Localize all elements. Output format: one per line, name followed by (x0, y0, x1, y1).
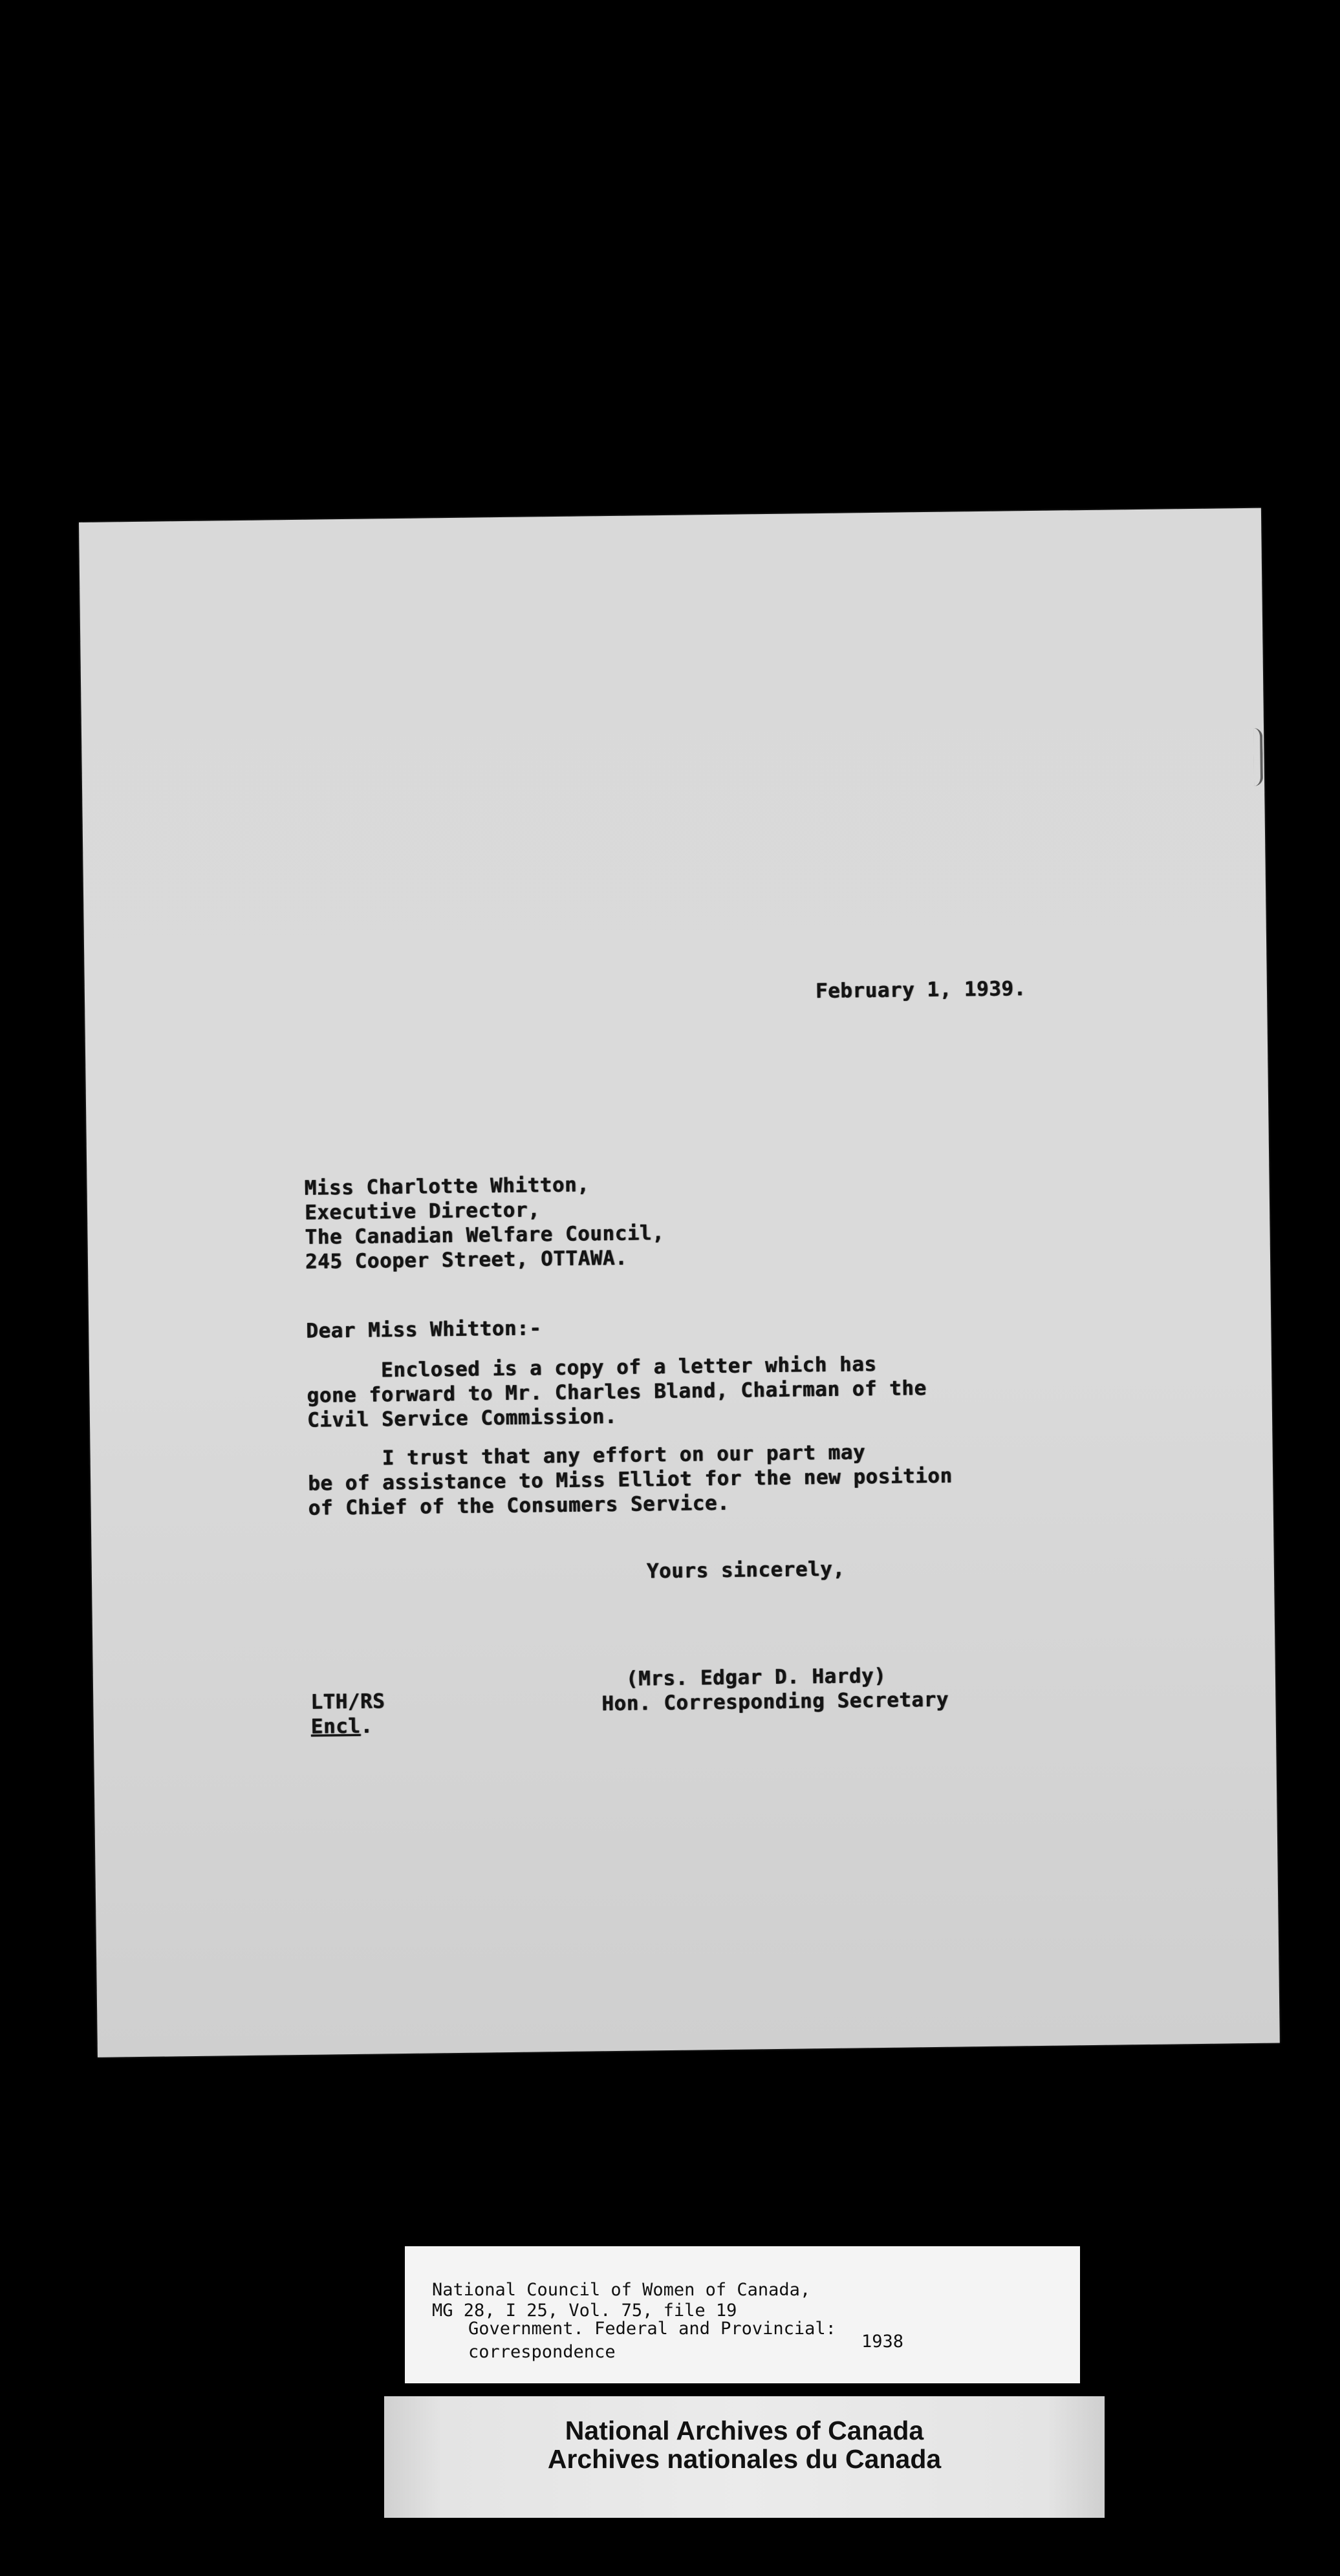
paragraph-line: Enclosed is a copy of a letter which has (306, 1353, 877, 1383)
reference-initials: LTH/RS (310, 1690, 385, 1714)
signer-name: (Mrs. Edgar D. Hardy) (625, 1664, 887, 1691)
label-line-subject: Government. Federal and Provincial: (468, 2319, 836, 2339)
archive-name-french: Archives nationales du Canada (547, 2444, 942, 2474)
label-line-reference: MG 28, I 25, Vol. 75, file 19 (432, 2301, 737, 2321)
archive-reference-label (405, 2246, 1080, 2383)
archive-name-english: National Archives of Canada (565, 2416, 924, 2445)
signature-block (601, 1663, 949, 1717)
recipient-organization: The Canadian Welfare Council, (305, 1221, 665, 1249)
recipient-street: 245 Cooper Street, OTTAWA. (305, 1246, 628, 1274)
label-year: 1938 (861, 2332, 904, 2352)
sheet-edge-curl (1253, 728, 1263, 786)
label-line-fonds: National Council of Women of Canada, (432, 2280, 811, 2300)
salutation: Dear Miss Whitton:- (306, 1316, 542, 1343)
closing: Yours sincerely, (646, 1557, 845, 1583)
reference-block (310, 1689, 385, 1739)
paragraph-line: of Chief of the Consumers Service. (308, 1491, 730, 1520)
enclosure-label: Encl (310, 1714, 361, 1739)
paragraph-line: gone forward to Mr. Charles Bland, Chairman of the (307, 1377, 927, 1408)
letter-date: February 1, 1939. (815, 977, 1026, 1004)
recipient-name: Miss Charlotte Whitton, (304, 1173, 590, 1200)
signer-title: Hon. Corresponding Secretary (601, 1688, 949, 1716)
enclosure-note (311, 1713, 385, 1739)
paragraph-line: be of assistance to Miss Elliot for the new position (307, 1464, 953, 1496)
label-line-type: correspondence (468, 2342, 616, 2362)
recipient-title: Executive Director, (304, 1198, 541, 1225)
enclosure-suffix: . (360, 1714, 373, 1738)
body-paragraph-1 (307, 1351, 927, 1433)
letter-sheet (79, 508, 1280, 2057)
paragraph-line: I trust that any effort on our part may (307, 1441, 866, 1471)
archive-stamp (384, 2396, 1105, 2518)
paragraph-line: Civil Service Commission. (307, 1404, 618, 1432)
body-paragraph-2 (307, 1439, 953, 1521)
recipient-address-block (304, 1172, 665, 1274)
